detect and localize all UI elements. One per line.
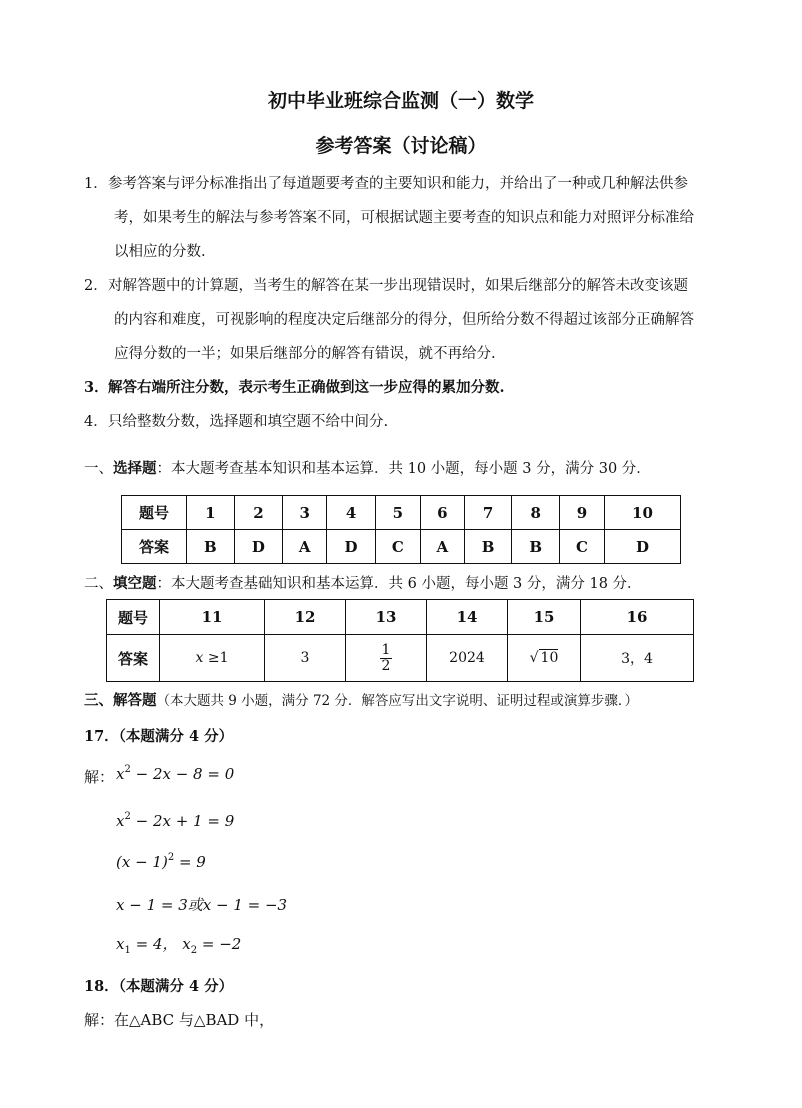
note-4 <box>84 405 724 439</box>
fraction-numerator: 1 <box>381 641 391 658</box>
note-2 <box>84 269 724 371</box>
answer-cell: B <box>512 530 560 564</box>
table-row <box>107 600 694 635</box>
multiple-choice-answer-table <box>121 495 681 564</box>
section-description: ：本大题考查基本知识和基本运算．共 10 小题，每小题 3 分，满分 30 分． <box>156 461 651 477</box>
question-number: 2 <box>234 496 283 530</box>
note-text-cont: 的内容和难度，可视影响的程度决定后继部分的得分，但所给分数不得超过该部分正确解答 <box>114 312 694 328</box>
answer-cell: 3，4 <box>581 635 694 682</box>
section-prefix: 三、 <box>84 692 113 709</box>
radicand: 10 <box>540 650 559 666</box>
section-prefix: 一、 <box>84 461 113 477</box>
note-number: 1． <box>84 176 108 192</box>
equation-term: x <box>116 765 125 783</box>
section-description: （本大题共 9 小题，满分 72 分．解答应写出文字说明、证明过程或演算步骤．） <box>156 693 639 709</box>
question-number: 6 <box>420 496 464 530</box>
question-number: 8 <box>512 496 560 530</box>
exponent: 2 <box>124 764 131 775</box>
section-description: ：本大题考查基础知识和基本运算．共 6 小题，每小题 3 分，满分 18 分． <box>156 576 642 592</box>
question-number: 11 <box>160 600 265 635</box>
equation-term: x <box>116 935 125 953</box>
fraction <box>380 643 393 674</box>
question-number: 14 <box>427 600 508 635</box>
answer-cell: A <box>420 530 464 564</box>
note-text: 对解答题中的计算题，当考生的解答在某一步出现错误时，如果后继部分的解答未改变该题 <box>108 278 688 294</box>
answer-cell <box>160 635 265 682</box>
question-number: 4 <box>327 496 376 530</box>
equation-term: − 2x − 8 = 0 <box>130 765 235 783</box>
equation-term: (x − 1) <box>116 853 168 871</box>
question-number: 3 <box>283 496 327 530</box>
table-row <box>122 530 681 564</box>
section-solutions-heading <box>84 689 638 710</box>
note-number: 2． <box>84 278 108 294</box>
question-number: 10 <box>604 496 680 530</box>
row-header-answer: 答案 <box>122 530 187 564</box>
answer-cell: 3 <box>265 635 346 682</box>
answer-cell <box>346 635 427 682</box>
note-1 <box>84 167 724 269</box>
equation-term: x <box>116 812 125 830</box>
equation-term: = 4， x <box>130 935 191 953</box>
answer-text: ≥1 <box>203 650 229 666</box>
page-subtitle: 参考答案（讨论稿） <box>315 135 487 157</box>
note-number: 3． <box>84 379 109 396</box>
equation-step <box>116 933 241 956</box>
question-18-heading: 18．（本题满分 4 分） <box>84 978 234 995</box>
row-header-answer: 答案 <box>107 635 160 682</box>
question-number: 15 <box>508 600 581 635</box>
note-text-cont: 考，如果考生的解法与参考答案不同，可根据试题主要考查的知识点和能力对照评分标准给 <box>114 210 694 226</box>
answer-cell: D <box>604 530 680 564</box>
note-text: 参考答案与评分标准指出了每道题要考查的主要知识和能力，并给出了一种或几种解法供参 <box>108 176 688 192</box>
answer-variable: x <box>195 650 204 666</box>
question-number: 7 <box>464 496 512 530</box>
exponent: 2 <box>124 811 131 822</box>
section-name: 选择题 <box>113 460 157 477</box>
row-header-question: 题号 <box>122 496 187 530</box>
answer-cell <box>508 635 581 682</box>
answer-cell: B <box>464 530 512 564</box>
answer-cell: C <box>559 530 604 564</box>
solution-label: 解： <box>84 768 115 786</box>
equation-term: = 9 <box>174 853 206 871</box>
note-text: 只给整数分数，选择题和填空题不给中间分. <box>108 414 389 430</box>
table-row <box>107 635 694 682</box>
section-name: 填空题 <box>113 575 157 592</box>
section-prefix: 二、 <box>84 576 113 592</box>
equation-step <box>116 764 234 783</box>
equation-step <box>116 811 234 830</box>
answer-cell: B <box>187 530 235 564</box>
note-text: 解答右端所注分数，表示考生正确做到这一步应得的累加分数. <box>108 379 505 396</box>
question-number: 5 <box>375 496 420 530</box>
note-3 <box>84 371 724 405</box>
section-multiple-choice-heading <box>84 457 651 478</box>
answer-cell: A <box>283 530 327 564</box>
question-number: 13 <box>346 600 427 635</box>
solution-text: 解：在△ABC 与△BAD 中， <box>84 1011 275 1029</box>
question-number: 16 <box>581 600 694 635</box>
section-fill-blank-heading <box>84 572 642 593</box>
row-header-question: 题号 <box>107 600 160 635</box>
subscript: 1 <box>124 945 131 956</box>
answer-cell: C <box>375 530 420 564</box>
section-name: 解答题 <box>113 692 157 709</box>
question-17-heading: 17．（本题满分 4 分） <box>84 728 234 745</box>
equation-term: − 2x + 1 = 9 <box>130 812 235 830</box>
answer-cell: 2024 <box>427 635 508 682</box>
equation-step: x − 1 = 3或x − 1 = −3 <box>116 896 288 914</box>
exponent: 2 <box>167 852 175 863</box>
note-number: 4． <box>84 414 108 430</box>
page-title: 初中毕业班综合监测（一）数学 <box>267 90 534 112</box>
question-number: 1 <box>187 496 235 530</box>
answer-cell: D <box>234 530 283 564</box>
fraction-denominator: 2 <box>381 657 391 674</box>
square-root-sign: √ <box>529 650 539 666</box>
table-row <box>122 496 681 530</box>
note-text-cont: 应得分数的一半；如果后继部分的解答有错误，就不再给分. <box>114 346 496 362</box>
subscript: 2 <box>190 945 198 956</box>
equation-step <box>116 852 206 871</box>
answer-cell: D <box>327 530 376 564</box>
equation-term: = −2 <box>197 935 242 953</box>
question-number: 9 <box>559 496 604 530</box>
question-number: 12 <box>265 600 346 635</box>
note-text-cont: 以相应的分数. <box>114 244 206 260</box>
fill-blank-answer-table <box>106 599 694 682</box>
